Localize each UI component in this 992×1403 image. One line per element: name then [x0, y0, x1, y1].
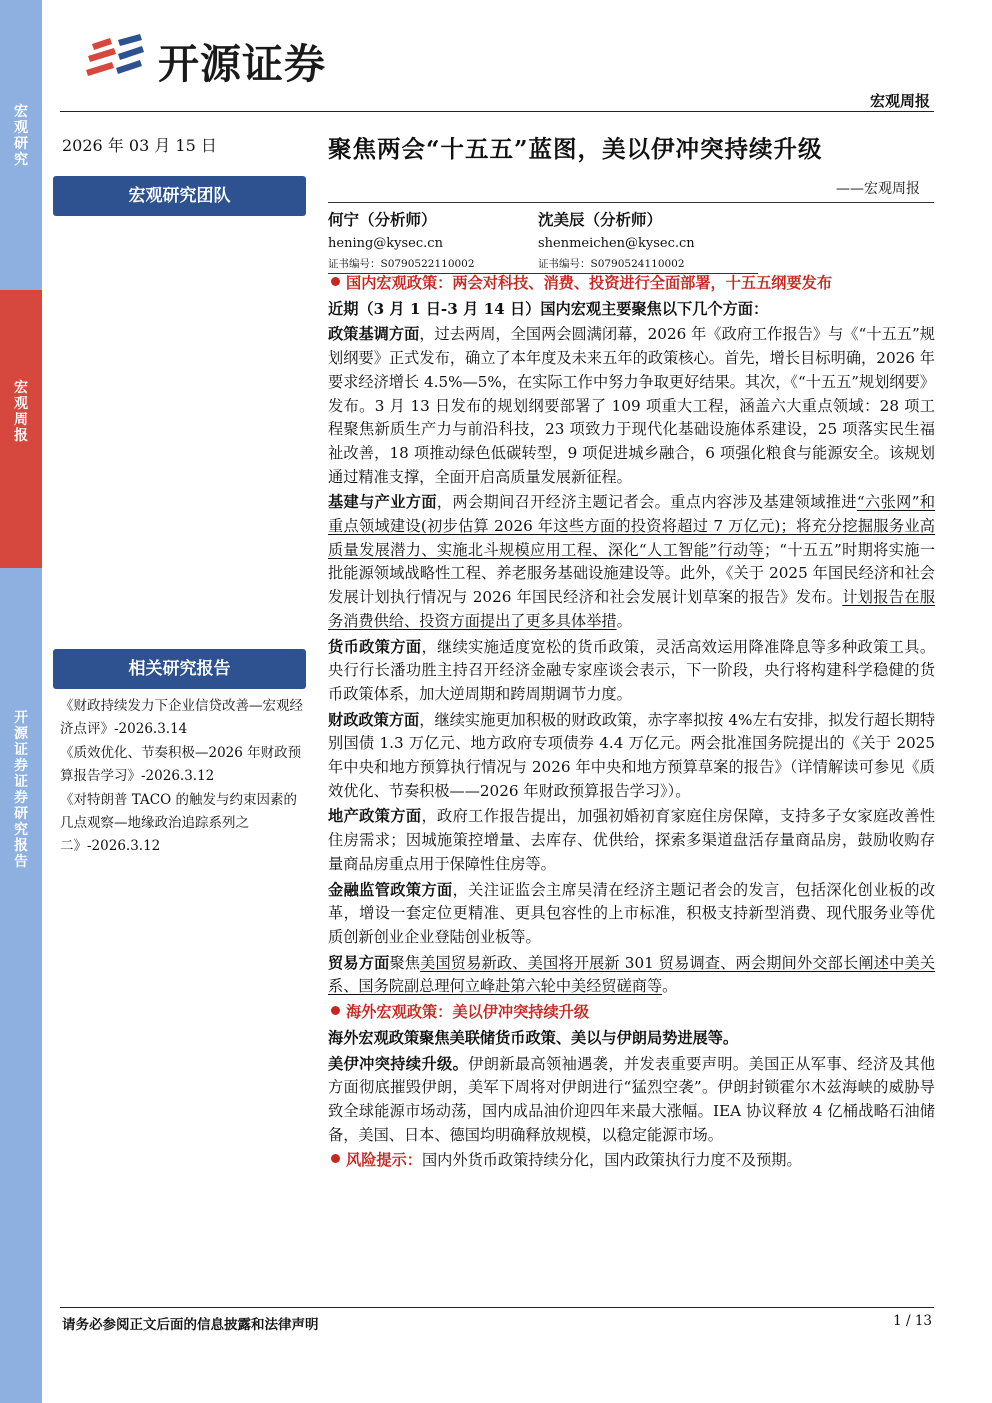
title-divider [328, 202, 934, 203]
report-type: 宏观周报 [869, 92, 930, 110]
related-heading: 相关研究报告 [53, 649, 306, 689]
paragraph-policy-tone: 政策基调方面，过去两周，全国两会圆满闭幕，2026 年《政府工作报告》与《“十五五”规划纲要》正式发布，确立了本年度及未来五年的政策核心。首先，增长目标明确，2026 年要求经济增长 4.5%—5%，在实际工作中努力争取更好结果。其次，《“十五五”规划纲要》发布。3 月 13 日发布的规划纲要部署了 109 项重大工程，涵盖六大重点领域：28 项工程聚焦新质生产力与前沿科技，23 项致力于现代化基础设施体系建设，25 项落实民生福祉改善，18 项推动绿色低碳转型，9 项促进城乡融合，6 项强化粮食与能源安全。该规划通过精准支撑，全面开启高质量发展新征程。 [328, 325, 935, 486]
report-date: 2026 年 03 月 15 日 [62, 136, 217, 155]
bullet-icon [331, 1006, 340, 1015]
section-heading-domestic: 国内宏观政策：两会对科技、消费、投资进行全面部署，十五五纲要发布 [328, 272, 935, 296]
report-title: 聚焦两会“十五五”蓝图，美以伊冲突持续升级 [328, 135, 823, 163]
paragraph-conflict: 美伊冲突持续升级。伊朗新最高领袖遇袭，并发表重要声明。美国正从军事、经济及其他方面彻底摧毁伊朗，美军下周将对伊朗进行“猛烈空袭”。伊朗封锁霍尔木兹海峡的威胁导致全球能源市场动荡，国内成品油价迎四年来最大涨幅。IEA 协议释放 4 亿桶战略石油储备，美国、日本、德国均明确释放规模，以稳定能源市场。 [328, 1054, 936, 1144]
risk-warning: 风险提示：国内外货币政策持续分化，国内政策执行力度不及预期。 [328, 1149, 935, 1173]
bullet-icon [331, 1154, 340, 1163]
analyst-card [538, 209, 758, 274]
footer-divider [60, 1307, 934, 1308]
report-body [328, 272, 935, 1175]
analyst-email[interactable]: shenmeichen@kysec.cn [538, 236, 695, 251]
brand-logo [84, 28, 326, 92]
related-report-item[interactable]: 《对特朗普 TACO 的触发与约束因素的几点观察—地缘政治追踪系列之二》-2026.3.12 [60, 792, 297, 854]
analyst-cert: 证书编号：S0790524110002 [538, 258, 685, 270]
paragraph-financial-regulation: 金融监管政策方面，关注证监会主席吴清在经济主题记者会的发言，包括深化创业板的改革，增设一套定位更精准、更具包容性的上市标准，积极支持新型消费、现代服务业等优质创新创业企业登陆创业板等。 [328, 880, 936, 946]
analyst-name: 何宁（分析师） [328, 210, 437, 229]
analyst-name: 沈美辰（分析师） [538, 210, 663, 229]
paragraph-trade: 贸易方面聚焦美国贸易新政、美国将开展新 301 贸易调查、两会期间外交部长阐述中美关系、国务院副总理何立峰赴第六轮中美经贸磋商等。 [328, 953, 936, 996]
related-reports [60, 695, 310, 859]
side-band [0, 0, 42, 1403]
related-report-item[interactable]: 《质效优化、节奏积极—2026 年财政预算报告学习》-2026.3.12 [60, 745, 302, 784]
side-label-top: 宏 观 研 究 [14, 104, 28, 168]
paragraph-property: 地产政策方面，政府工作报告提出，加强初婚初育家庭住房保障，支持多子女家庭改善性住房需求；因城施策控增量、去库存、优供给，探索多渠道盘活存量商品房，鼓励收购存量商品房重点用于保障性住房等。 [328, 807, 936, 873]
bullet-icon [331, 277, 340, 286]
analyst-card [328, 209, 548, 274]
analyst-cert: 证书编号：S0790522110002 [328, 258, 475, 270]
paragraph-infrastructure: 基建与产业方面，两会期间召开经济主题记者会。重点内容涉及基建领域推进“六张网”和重点领域建设(初步估算 2026 年这些方面的投资将超过 7 万亿元)；将充分挖掘服务业高质量发展潜力、实施北斗规模应用工程、深化“人工智能”行动等；“十五五”时期将实施一批能源领域战略性工程、养老服务基础设施建设等。此外，《关于 2025 年国民经济和社会发展计划执行情况与 2026 年国民经济和社会发展计划草案的报告》发布。计划报告在服务消费供给、投资方面提出了更多具体举措。 [328, 493, 936, 630]
report-subtitle: ——宏观周报 [836, 181, 920, 197]
analyst-email[interactable]: hening@kysec.cn [328, 236, 443, 251]
brand-name: 开源证券 [158, 39, 326, 88]
team-heading: 宏观研究团队 [53, 176, 306, 216]
paragraph-monetary: 货币政策方面，继续实施适度宽松的货币政策，灵活高效运用降准降息等多种政策工具。央行行长潘功胜主持召开经济金融专家座谈会表示，下一阶段，央行将构建科学稳健的货币政策体系，加大逆周期和跨周期调节力度。 [328, 637, 936, 703]
footer-disclaimer: 请务必参阅正文后面的信息披露和法律声明 [62, 1317, 319, 1333]
section-intro: 近期（3 月 1 日-3 月 14 日）国内宏观主要聚焦以下几个方面： [328, 299, 769, 318]
side-label-middle: 宏 观 周 报 [14, 380, 28, 444]
section-heading-overseas: 海外宏观政策：美以伊冲突持续升级 [328, 1001, 935, 1025]
related-report-item[interactable]: 《财政持续发力下企业信贷改善—宏观经济点评》-2026.3.14 [60, 698, 303, 737]
header-divider [60, 111, 934, 112]
paragraph-fiscal: 财政政策方面，继续实施更加积极的财政政策，赤字率拟按 4%左右安排，拟发行超长期特别国债 1.3 万亿元、地方政府专项债券 4.4 万亿元。两会批准国务院提出的《关于 2025 年中央和地方预算执行情况与 2026 年中央和地方预算草案的报告》（详情解读可参见《质效优化、节奏积极——2026 年财政预算报告学习》）。 [328, 710, 936, 800]
side-label-bottom: 开 源 证 券 证 券 研 究 报 告 [14, 710, 28, 870]
page-number: 1 / 13 [893, 1313, 932, 1329]
brand-mark-icon [84, 34, 148, 86]
section-intro: 海外宏观政策聚焦美联储货币政策、美以与伊朗局势进展等。 [328, 1028, 739, 1047]
